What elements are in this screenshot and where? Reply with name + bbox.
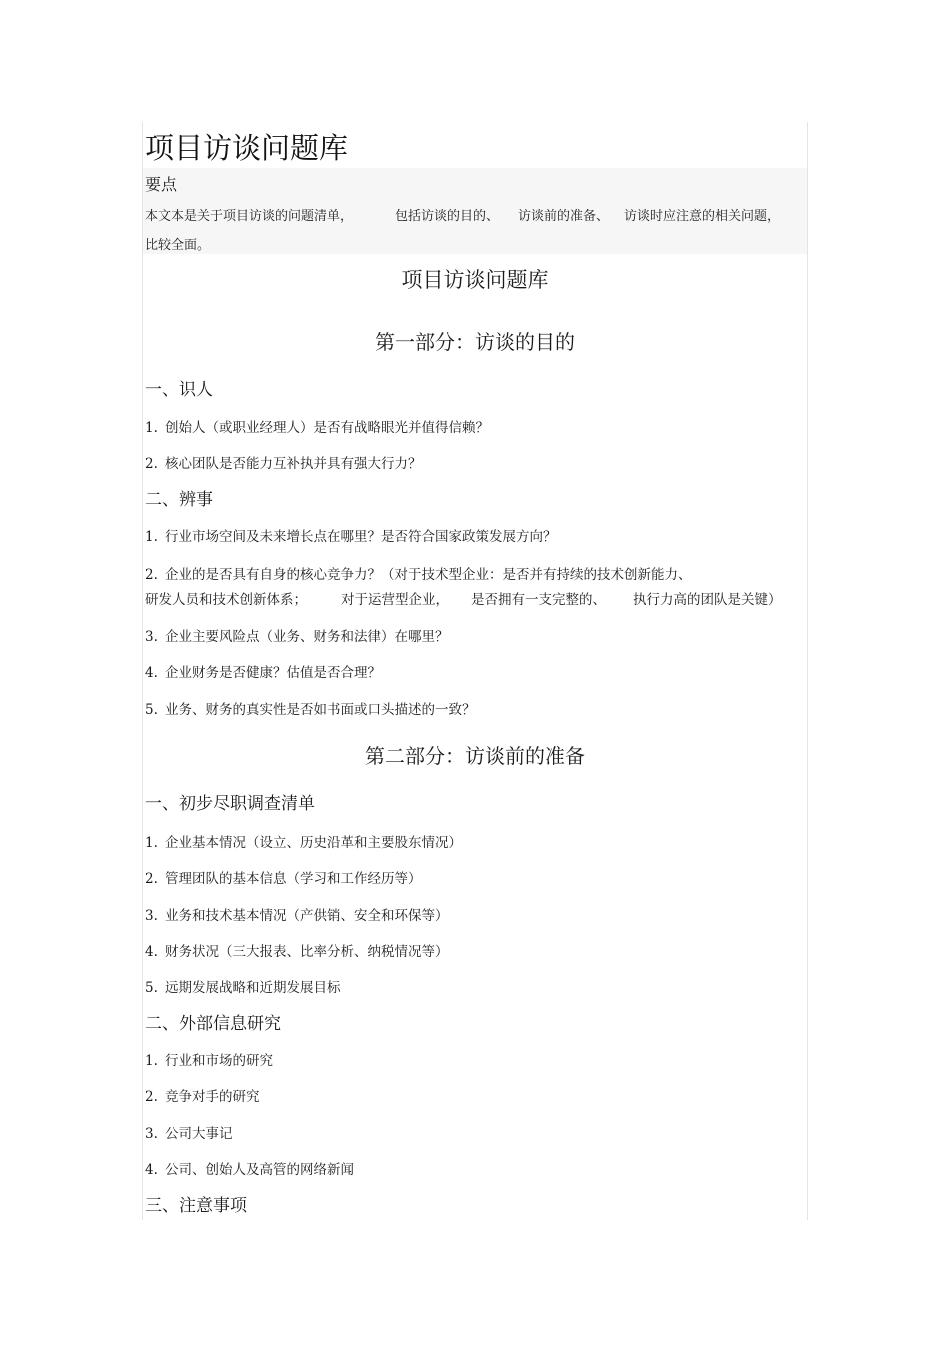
list-item: 1. 行业和市场的研究 xyxy=(145,1053,273,1069)
list-item-continuation: 研发人员和技术创新体系； xyxy=(145,592,307,608)
section-heading: 一、识人 xyxy=(145,380,213,400)
list-item: 1. 行业市场空间及未来增长点在哪里？是否符合国家政策发展方向？ xyxy=(145,529,557,545)
list-item-continuation: 执行力高的团队是关键） xyxy=(633,592,782,608)
document-title: 项目访谈问题库 xyxy=(145,131,349,165)
summary-text: 比较全面。 xyxy=(145,238,211,253)
list-item: 1. 企业基本情况（设立、历史沿革和主要股东情况） xyxy=(145,835,462,851)
summary-heading: 要点 xyxy=(145,175,178,194)
section-heading: 二、外部信息研究 xyxy=(145,1014,281,1034)
list-item: 3. 业务和技术基本情况（产供销、安全和环保等） xyxy=(145,908,449,924)
part-heading: 第一部分：访谈的目的 xyxy=(375,330,575,354)
main-title: 项目访谈问题库 xyxy=(401,268,549,292)
list-item: 2. 企业的是否具有自身的核心竞争力？（对于技术型企业：是否并有持续的技术创新能力、 xyxy=(145,567,692,583)
list-item: 5. 远期发展战略和近期发展目标 xyxy=(145,980,341,996)
summary-text: 本文本是关于项目访谈的问题清单， xyxy=(145,209,354,224)
section-heading: 一、初步尽职调查清单 xyxy=(145,794,315,814)
list-item: 4. 企业财务是否健康？估值是否合理？ xyxy=(145,665,381,681)
summary-text: 包括访谈的目的、 xyxy=(395,209,500,224)
list-item: 2. 竞争对手的研究 xyxy=(145,1089,260,1105)
list-item: 3. 公司大事记 xyxy=(145,1126,233,1142)
part-heading: 第二部分：访谈前的准备 xyxy=(365,744,585,768)
section-heading: 三、注意事项 xyxy=(145,1196,247,1216)
document-page xyxy=(142,122,808,1220)
summary-text: 访谈前的准备、 xyxy=(518,209,610,224)
list-item-continuation: 是否拥有一支完整的、 xyxy=(471,592,606,608)
list-item: 2. 管理团队的基本信息（学习和工作经历等） xyxy=(145,871,422,887)
list-item: 3. 企业主要风险点（业务、财务和法律）在哪里？ xyxy=(145,629,449,645)
list-item: 4. 公司、创始人及高管的网络新闻 xyxy=(145,1162,354,1178)
list-item-continuation: 对于运营型企业， xyxy=(341,592,449,608)
list-item: 1. 创始人（或职业经理人）是否有战略眼光并值得信赖？ xyxy=(145,420,489,436)
list-item: 5. 业务、财务的真实性是否如书面或口头描述的一致？ xyxy=(145,702,476,718)
summary-box xyxy=(143,168,807,254)
list-item: 4. 财务状况（三大报表、比率分析、纳税情况等） xyxy=(145,944,449,960)
summary-text: 访谈时应注意的相关问题， xyxy=(624,209,781,224)
list-item: 2. 核心团队是否能力互补执并具有强大行力？ xyxy=(145,456,422,472)
section-heading: 二、辨事 xyxy=(145,490,213,510)
